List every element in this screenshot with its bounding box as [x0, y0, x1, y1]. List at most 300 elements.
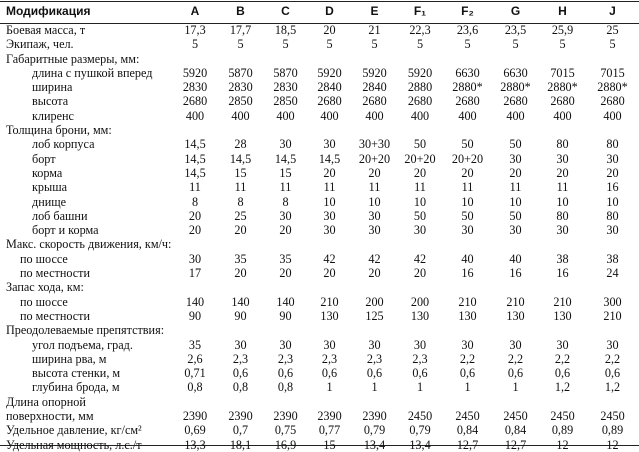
table-cell: 140: [276, 294, 295, 309]
table-cell: [264, 323, 307, 337]
table-cell: [539, 323, 586, 337]
table-cell: 2680: [317, 94, 342, 109]
row-label: глубина брода, м: [32, 380, 120, 395]
table-cell: 14,5: [184, 165, 206, 180]
table-cell: 1,2: [604, 380, 621, 395]
table-cell: 11: [509, 180, 522, 195]
row-label: Длина опорной: [6, 394, 86, 409]
table-row: [0, 166, 639, 180]
table-cell: 30+30: [358, 137, 391, 152]
table-cell: [397, 52, 443, 66]
table-cell: [586, 280, 639, 294]
table-cell: 8: [237, 194, 244, 209]
table-row: [0, 366, 639, 380]
table-cell: 16: [556, 266, 569, 281]
table-cell: 0,6: [232, 366, 249, 381]
table-cell: [264, 395, 307, 409]
row-label: Удельная мощность, л.с./т: [6, 437, 142, 452]
table-cell: 400: [320, 108, 339, 123]
table-cell: 400: [365, 108, 384, 123]
table-cell: 30: [413, 337, 427, 352]
table-cell: 18,1: [229, 437, 252, 452]
row-label: Боевая масса, т: [6, 23, 86, 37]
table-cell: 30: [368, 223, 381, 238]
row-label: Преодолеваемые препятствия:: [6, 323, 165, 338]
header-col-j: J: [609, 4, 616, 18]
table-cell: 2450: [455, 409, 480, 424]
table-cell: 50: [509, 137, 522, 152]
table-cell: 200: [365, 294, 384, 309]
table-cell: 5920: [182, 65, 208, 80]
table-row: [0, 109, 639, 123]
table-row: [0, 338, 639, 352]
table-cell: 8: [282, 194, 289, 209]
table-cell: 20: [323, 23, 336, 37]
table-cell: 2880*: [597, 80, 628, 95]
table-cell: [443, 52, 492, 66]
table-cell: 20: [413, 165, 427, 180]
table-cell: 30: [323, 137, 336, 152]
table-cell: [307, 280, 352, 294]
row-label: высота: [32, 94, 69, 109]
table-cell: 5: [191, 37, 199, 52]
table-cell: [352, 395, 397, 409]
table-cell: 12: [556, 437, 569, 452]
table-cell: 20+20: [451, 151, 484, 166]
table-cell: 1: [416, 380, 424, 395]
table-cell: 30: [413, 223, 427, 238]
table-cell: [173, 395, 217, 409]
table-cell: 20: [279, 223, 292, 238]
table-cell: 140: [231, 294, 250, 309]
row-label: Макс. скорость движения, км/ч:: [6, 237, 172, 252]
row-label: днище: [32, 194, 67, 209]
table-cell: 10: [556, 194, 569, 209]
table-cell: [443, 123, 492, 137]
table-cell: 2840: [317, 80, 342, 95]
table-cell: 38: [606, 251, 619, 266]
table-cell: 14,5: [318, 151, 341, 166]
table-row: [0, 266, 639, 280]
table-cell: 13,4: [363, 437, 386, 452]
table-cell: 5870: [228, 65, 253, 80]
table-cell: 11: [461, 180, 474, 195]
table-cell: [307, 395, 352, 409]
table-cell: 11: [234, 180, 247, 195]
table-cell: 35: [188, 337, 202, 352]
table-cell: 20+20: [404, 151, 436, 166]
table-cell: [397, 123, 443, 137]
table-cell: 0,77: [318, 423, 341, 438]
table-cell: 80: [606, 208, 619, 223]
table-cell: 7015: [550, 65, 575, 80]
row-label: клиренс: [32, 108, 74, 123]
table-cell: [217, 280, 264, 294]
table-cell: 1: [512, 380, 519, 395]
table-cell: 13,4: [409, 437, 431, 452]
table-cell: 2680: [600, 94, 625, 109]
table-cell: 2,3: [412, 351, 428, 366]
table-row: [0, 352, 639, 366]
table-cell: [443, 323, 492, 337]
table-cell: 15: [234, 165, 247, 180]
table-cell: 0,8: [187, 380, 203, 395]
table-cell: 20: [509, 165, 522, 180]
table-row: [0, 409, 639, 423]
table-cell: 2450: [550, 409, 575, 424]
row-label: угол подъема, град.: [32, 337, 133, 352]
table-cell: 11: [323, 180, 336, 195]
table-cell: 2830: [273, 80, 298, 95]
table-cell: 1: [371, 380, 378, 395]
table-cell: 5: [371, 37, 378, 52]
table-cell: 0,84: [504, 423, 527, 438]
table-cell: 30: [556, 223, 569, 238]
table-cell: 5920: [362, 65, 387, 80]
table-cell: 5920: [407, 65, 433, 80]
table-cell: 50: [413, 208, 427, 223]
table-cell: 40: [461, 251, 474, 266]
table-row: [0, 380, 639, 394]
table-cell: 10: [368, 194, 381, 209]
table-cell: [492, 323, 539, 337]
table-row: [0, 52, 639, 66]
table-cell: 16: [606, 180, 619, 195]
table-cell: [443, 395, 492, 409]
table-cell: 5920: [317, 65, 342, 80]
table-cell: 80: [556, 137, 569, 152]
table-cell: 0,79: [363, 423, 386, 438]
table-cell: 0,84: [456, 423, 479, 438]
table-cell: 12,7: [504, 437, 527, 452]
table-cell: 2450: [503, 409, 528, 424]
table-cell: 20: [368, 266, 381, 281]
table-cell: 20+20: [358, 151, 391, 166]
table-cell: 2,2: [604, 351, 621, 366]
table-cell: [586, 52, 639, 66]
table-cell: 0,7: [232, 423, 249, 438]
table-cell: [352, 52, 397, 66]
table-cell: 400: [603, 108, 622, 123]
table-cell: [352, 237, 397, 251]
table-cell: 2830: [182, 80, 208, 95]
row-label: Запас хода, км:: [6, 280, 84, 295]
row-label: борт: [32, 151, 56, 166]
row-label: Габаритные размеры, мм:: [6, 51, 140, 66]
table-cell: [217, 123, 264, 137]
table-row: [0, 80, 639, 94]
table-cell: 30: [368, 337, 381, 352]
table-cell: 5: [559, 37, 566, 52]
table-cell: 20: [323, 266, 336, 281]
table-cell: [492, 395, 539, 409]
header-col-c: C: [281, 4, 290, 18]
table-cell: [352, 280, 397, 294]
table-row: [0, 395, 639, 409]
table-cell: 17,3: [184, 23, 206, 37]
table-cell: 0,6: [459, 366, 476, 381]
table-cell: [352, 323, 397, 337]
table-cell: 25,9: [551, 23, 574, 37]
table-cell: [217, 395, 264, 409]
table-cell: [217, 52, 264, 66]
table-cell: 38: [556, 251, 569, 266]
table-cell: 130: [458, 308, 477, 323]
table-cell: 10: [606, 194, 619, 209]
table-cell: 20: [188, 223, 202, 238]
table-cell: 12: [606, 437, 619, 452]
table-cell: 50: [461, 208, 474, 223]
table-cell: 0,71: [184, 366, 206, 381]
header-col-g: G: [510, 4, 521, 18]
table-cell: [217, 237, 264, 251]
table-cell: [492, 123, 539, 137]
table-cell: 16,9: [274, 437, 297, 452]
table-cell: [443, 237, 492, 251]
table-cell: 35: [279, 251, 292, 266]
table-cell: 2680: [407, 94, 433, 109]
header-col-d: D: [325, 4, 334, 18]
table-cell: 0,6: [366, 366, 383, 381]
table-cell: 5870: [273, 65, 298, 80]
row-label: по шоссе: [20, 251, 68, 266]
header-col-f1: F₁: [413, 4, 427, 18]
table-cell: [586, 123, 639, 137]
table-cell: 35: [234, 251, 247, 266]
table-cell: 11: [414, 180, 426, 195]
table-cell: 6630: [503, 65, 528, 80]
table-cell: 20: [234, 223, 247, 238]
table-cell: 2880: [407, 80, 433, 95]
table-cell: 5: [326, 37, 333, 52]
table-cell: 300: [603, 294, 622, 309]
table-cell: 25: [234, 208, 247, 223]
table-cell: 14,5: [184, 151, 206, 166]
header-col-a: A: [190, 4, 200, 18]
table-cell: 20: [279, 266, 292, 281]
table-cell: 2390: [182, 409, 208, 424]
table-cell: [307, 123, 352, 137]
table-cell: 2850: [228, 94, 253, 109]
table-cell: 30: [606, 223, 619, 238]
table-cell: 23,6: [456, 23, 479, 37]
table-cell: 23,5: [504, 23, 527, 37]
table-cell: 210: [553, 294, 572, 309]
table-cell: [264, 52, 307, 66]
table-cell: [173, 280, 217, 294]
table-cell: 10: [461, 194, 474, 209]
table-row: [0, 323, 639, 337]
row-label: Толщина брони, мм:: [6, 123, 112, 138]
table-cell: [173, 123, 217, 137]
header-col-h: H: [558, 4, 567, 18]
table-cell: 6630: [455, 65, 480, 80]
table-cell: 30: [606, 151, 619, 166]
table-cell: 2,3: [321, 351, 338, 366]
table-cell: 5: [237, 37, 244, 52]
table-cell: 2,6: [187, 351, 203, 366]
row-label: длина с пушкой вперед: [32, 65, 153, 80]
table-cell: 2880*: [500, 80, 531, 95]
table-row: [0, 223, 639, 237]
table-cell: 10: [509, 194, 522, 209]
table-cell: [264, 280, 307, 294]
table-row: [0, 94, 639, 108]
table-row: [0, 137, 639, 151]
table-cell: 2680: [362, 94, 387, 109]
table-cell: 2680: [503, 94, 528, 109]
table-cell: 30: [368, 208, 381, 223]
table-cell: 210: [320, 294, 339, 309]
table-cell: 2840: [362, 80, 387, 95]
table-cell: 2,3: [366, 351, 383, 366]
table-cell: 30: [606, 337, 619, 352]
table-cell: 400: [553, 108, 572, 123]
table-cell: 5: [416, 37, 424, 52]
table-cell: [173, 323, 217, 337]
table-cell: 200: [410, 294, 430, 309]
table-cell: 12,7: [456, 437, 479, 452]
table-cell: 80: [606, 137, 619, 152]
table-cell: 2390: [317, 409, 342, 424]
row-label: корма: [32, 165, 63, 180]
table-cell: 30: [461, 337, 474, 352]
table-cell: 1,2: [554, 380, 571, 395]
table-cell: 30: [323, 208, 336, 223]
table-cell: 30: [509, 223, 522, 238]
table-cell: 0,6: [277, 366, 294, 381]
table-cell: 8: [191, 194, 199, 209]
table-cell: 210: [506, 294, 525, 309]
table-cell: 10: [413, 194, 427, 209]
table-cell: [352, 123, 397, 137]
table-cell: [539, 52, 586, 66]
table-body: [0, 23, 639, 452]
table-cell: 2,3: [232, 351, 249, 366]
table-cell: 13,3: [184, 437, 206, 452]
table-cell: 0,6: [554, 366, 571, 381]
table-cell: [397, 280, 443, 294]
table-cell: [264, 123, 307, 137]
header-row: [0, 0, 639, 23]
table-cell: 2,2: [507, 351, 524, 366]
row-label: ширина: [32, 80, 73, 95]
table-cell: 2390: [273, 409, 298, 424]
table-cell: [397, 323, 443, 337]
table-row: [0, 180, 639, 194]
table-cell: 2,2: [554, 351, 571, 366]
table-cell: [492, 237, 539, 251]
table-cell: 11: [279, 180, 292, 195]
table-cell: 0,89: [601, 423, 624, 438]
table-cell: [586, 395, 639, 409]
table-cell: [307, 323, 352, 337]
table-cell: 2450: [600, 409, 625, 424]
table-cell: [492, 52, 539, 66]
table-cell: 20: [323, 165, 336, 180]
table-row: [0, 66, 639, 80]
table-cell: 50: [461, 137, 474, 152]
table-cell: [443, 280, 492, 294]
table-cell: 130: [506, 308, 525, 323]
table-cell: [173, 52, 217, 66]
table-row: [0, 438, 639, 452]
table-row: [0, 152, 639, 166]
row-label: ширина рва, м: [32, 351, 107, 366]
table-cell: 17,7: [229, 23, 252, 37]
table-cell: [397, 395, 443, 409]
table-cell: 10: [323, 194, 336, 209]
table-cell: 210: [603, 308, 622, 323]
table-cell: 22,3: [409, 23, 431, 37]
table-cell: [539, 123, 586, 137]
table-cell: 2680: [550, 94, 575, 109]
table-cell: 2,2: [459, 351, 476, 366]
table-cell: 17: [188, 266, 202, 281]
table-cell: 20: [234, 266, 247, 281]
table-cell: 0,79: [409, 423, 431, 438]
table-cell: 16: [509, 266, 522, 281]
table-cell: 11: [556, 180, 569, 195]
table-cell: 40: [509, 251, 522, 266]
table-cell: 130: [320, 308, 339, 323]
table-cell: 2880*: [547, 80, 578, 95]
table-cell: 30: [461, 223, 474, 238]
table-cell: 15: [323, 437, 336, 452]
table-row: [0, 23, 639, 37]
row-label: по шоссе: [20, 294, 68, 309]
table-cell: 20: [556, 165, 569, 180]
table-cell: 0,89: [551, 423, 574, 438]
table-cell: 400: [231, 108, 250, 123]
table-cell: 2880*: [452, 80, 483, 95]
table-cell: [264, 237, 307, 251]
table-cell: 2390: [362, 409, 387, 424]
table-cell: 21: [368, 23, 381, 37]
row-label: высота стенки, м: [32, 366, 121, 381]
table-cell: 42: [368, 251, 381, 266]
table-cell: 2390: [228, 409, 253, 424]
table-row: [0, 195, 639, 209]
table-cell: 5: [609, 37, 616, 52]
row-label: лоб башни: [32, 208, 88, 223]
table-cell: 24: [606, 266, 619, 281]
table-cell: 130: [410, 308, 430, 323]
table-cell: 28: [234, 137, 247, 152]
row-label: лоб корпуса: [32, 137, 95, 152]
table-cell: [539, 280, 586, 294]
table-cell: 11: [189, 180, 201, 195]
table-cell: [492, 280, 539, 294]
table-cell: 30: [323, 337, 336, 352]
table-cell: 20: [413, 266, 427, 281]
table-cell: 0,75: [274, 423, 297, 438]
row-label: крыша: [32, 180, 67, 195]
header-col-b: B: [236, 4, 245, 18]
table-cell: 2680: [455, 94, 480, 109]
table-cell: 0,69: [184, 423, 206, 438]
table-cell: 42: [413, 251, 427, 266]
table-cell: 2850: [273, 94, 298, 109]
header-col-e: E: [370, 4, 379, 18]
table-cell: 90: [188, 308, 202, 323]
table-cell: 30: [234, 337, 247, 352]
table-cell: 14,5: [274, 151, 297, 166]
table-cell: 140: [185, 294, 205, 309]
table-cell: 0,6: [507, 366, 524, 381]
row-label: борт и корма: [32, 223, 99, 238]
table-cell: 11: [368, 180, 381, 195]
